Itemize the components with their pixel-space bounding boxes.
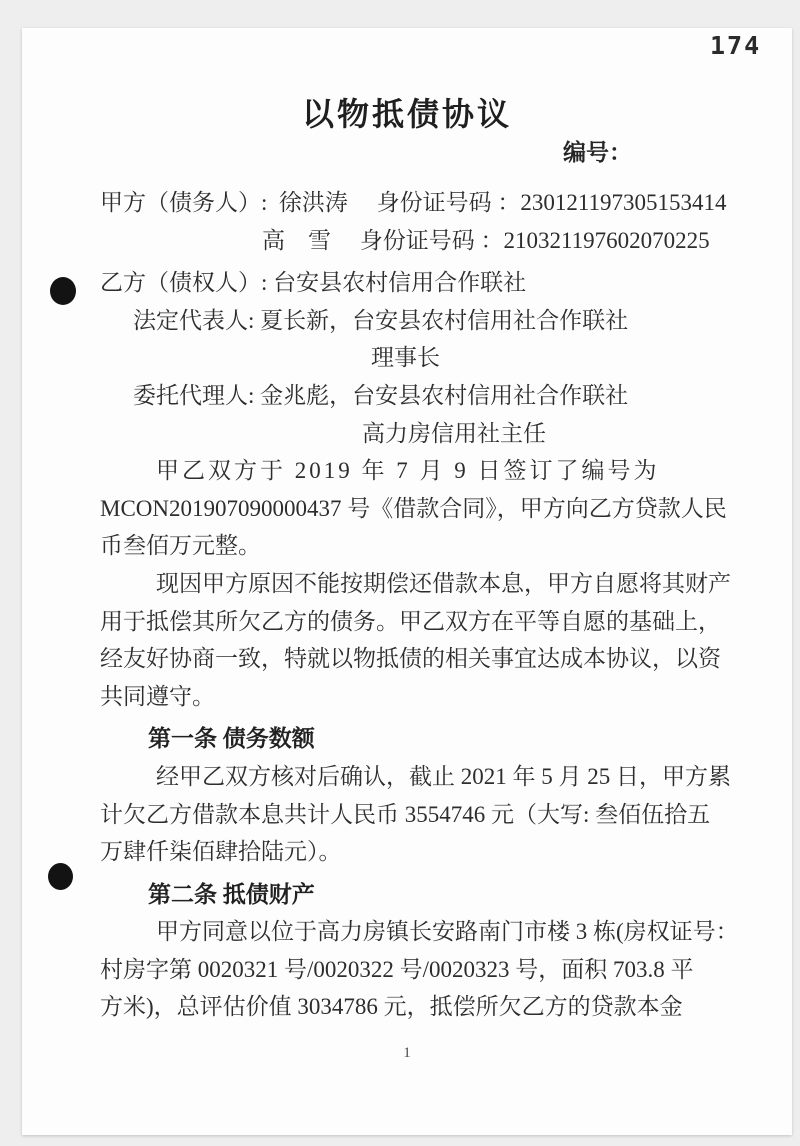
document-line: 甲方（债务人）: 徐洪涛 身份证号码 ：230121197305153414: [100, 190, 727, 215]
document-line: 高 雪 身份证号码 ：210321197602070225: [262, 227, 710, 253]
document-line: 甲方同意以位于高力房镇长安路南门市楼 3 栋(房权证号：: [156, 919, 739, 945]
document-line: 甲乙双方于 2019 年 7 月 9 日签订了编号为: [156, 458, 660, 484]
document-line: MCON201907090000437 号《借款合同》，甲方向乙方贷款人民: [100, 495, 727, 521]
document-line: 万肆仟柒佰肆拾陆元）。: [100, 839, 342, 865]
document-line: 用于抵偿其所欠乙方的债务。甲乙双方在平等自愿的基础上，: [100, 608, 721, 634]
page-stamp-number: 174: [710, 31, 762, 60]
document-title: 以物抵债协议: [301, 96, 512, 132]
document-line: 币叁佰万元整。: [100, 533, 261, 559]
document-line: 计欠乙方借款本息共计人民币 3554746 元（大写: 叁佰伍拾五: [100, 801, 711, 827]
document-line: 高力房信用社主任: [362, 420, 546, 446]
document-line: 共同遵守。: [100, 683, 215, 709]
footer-page-number: 1: [403, 1045, 411, 1061]
document-body: [22, 184, 792, 1026]
document-line: 乙方（债权人）: 台安县农村信用合作联社: [100, 270, 527, 296]
serial-number-label: 编号：: [563, 140, 632, 165]
document-line: 理事长: [371, 345, 440, 371]
document-line: 方米)，总评估价值 3034786 元，抵偿所欠乙方的贷款本金: [100, 994, 683, 1020]
document-line: 经甲乙双方核对后确认，截止 2021 年 5 月 25 日，甲方累: [156, 763, 731, 789]
document-page: [22, 28, 792, 1135]
document-line: 村房字第 0020321 号/0020322 号/0020323 号，面积 703.8 平: [100, 956, 694, 982]
document-line: 经友好协商一致，特就以物抵债的相关事宜达成本协议，以资: [100, 646, 721, 672]
document-line: 现因甲方原因不能按期偿还借款本息，甲方自愿将其财产: [156, 570, 731, 596]
document-line: 第二条 抵债财产: [148, 881, 315, 907]
document-line: 委托代理人: 金兆彪，台安县农村信用社合作联社: [133, 382, 629, 408]
document-line: 法定代表人: 夏长新，台安县农村信用社合作联社: [133, 307, 629, 333]
document-line: 第一条 债务数额: [148, 726, 315, 752]
